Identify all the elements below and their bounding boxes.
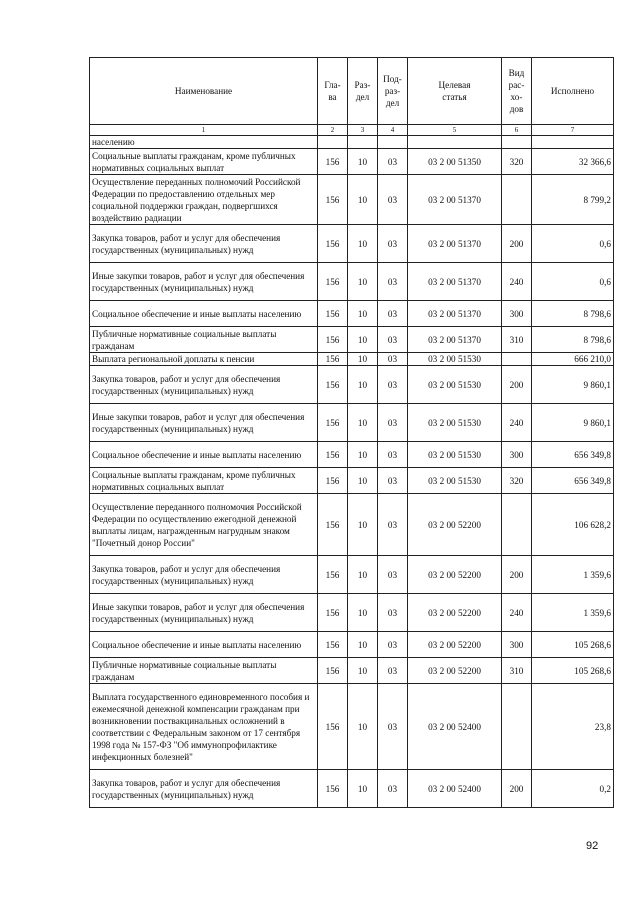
cell-vid: 310 [502,327,532,353]
cell-glava: 156 [318,404,348,442]
cell-amount: 0,6 [532,263,614,301]
cell-name: Социальные выплаты гражданам, кроме публичных нормативных социальных выплат [90,468,318,494]
cell-podrazdel: 03 [378,225,408,263]
cell-name: Социальное обеспечение и иные выплаты населению [90,301,318,327]
table-row [90,770,614,808]
cell-name: Публичные нормативные социальные выплаты гражданам [90,658,318,684]
cell-amount: 105 268,6 [532,658,614,684]
cell-statya: 03 2 00 51370 [408,225,502,263]
cell-glava: 156 [318,149,348,175]
cell-vid: 300 [502,301,532,327]
budget-table [89,57,614,808]
cell-podrazdel: 03 [378,770,408,808]
cell-amount: 23,8 [532,684,614,770]
cell-vid [502,494,532,556]
column-number-row [90,125,614,136]
cell-glava: 156 [318,494,348,556]
column-number: 3 [348,125,378,136]
cell-statya: 03 2 00 51370 [408,175,502,225]
table-row [90,442,614,468]
cell-glava: 156 [318,301,348,327]
cell-vid: 300 [502,632,532,658]
header-statya: Целевая статья [408,58,502,125]
cell-glava [318,136,348,149]
cell-razdel [348,136,378,149]
cell-razdel: 10 [348,225,378,263]
cell-statya: 03 2 00 52400 [408,770,502,808]
cell-razdel: 10 [348,263,378,301]
cell-amount: 8 799,2 [532,175,614,225]
cell-amount: 1 359,6 [532,556,614,594]
page-number: 92 [586,840,599,852]
cell-podrazdel: 03 [378,149,408,175]
cell-vid: 200 [502,556,532,594]
cell-glava: 156 [318,225,348,263]
table-row [90,301,614,327]
table-row [90,327,614,353]
column-number: 4 [378,125,408,136]
cell-podrazdel: 03 [378,353,408,366]
table-row [90,684,614,770]
cell-amount: 1 359,6 [532,594,614,632]
cell-vid [502,684,532,770]
cell-statya: 03 2 00 51530 [408,404,502,442]
cell-statya: 03 2 00 52200 [408,594,502,632]
cell-glava: 156 [318,684,348,770]
cell-name: Закупка товаров, работ и услуг для обеспечения государственных (муниципальных) нужд [90,366,318,404]
header-row [90,58,614,125]
cell-podrazdel: 03 [378,494,408,556]
table-row [90,468,614,494]
cell-statya: 03 2 00 51370 [408,263,502,301]
cell-glava: 156 [318,468,348,494]
cell-glava: 156 [318,658,348,684]
table-row [90,494,614,556]
cell-podrazdel: 03 [378,556,408,594]
cell-podrazdel: 03 [378,263,408,301]
cell-amount: 32 366,6 [532,149,614,175]
cell-amount: 666 210,0 [532,353,614,366]
table-row [90,175,614,225]
cell-razdel: 10 [348,556,378,594]
cell-razdel: 10 [348,468,378,494]
cell-statya: 03 2 00 51530 [408,442,502,468]
cell-amount: 9 860,1 [532,366,614,404]
cell-podrazdel: 03 [378,684,408,770]
table-body [90,136,614,808]
table-row [90,353,614,366]
cell-name: Иные закупки товаров, работ и услуг для обеспечения государственных (муниципальных) нужд [90,404,318,442]
cell-name: Осуществление переданных полномочий Российской Федерации по предоставлению отдельных мер социальной поддержки граждан, подвергшихся воздействию радиации [90,175,318,225]
cell-glava: 156 [318,263,348,301]
cell-name: Закупка товаров, работ и услуг для обеспечения государственных (муниципальных) нужд [90,556,318,594]
cell-vid: 200 [502,225,532,263]
cell-razdel: 10 [348,494,378,556]
table-row [90,366,614,404]
cell-podrazdel: 03 [378,404,408,442]
header-name: Наименование [90,58,318,125]
cell-vid: 240 [502,263,532,301]
cell-razdel: 10 [348,632,378,658]
cell-podrazdel: 03 [378,175,408,225]
cell-statya: 03 2 00 52400 [408,684,502,770]
column-number: 6 [502,125,532,136]
cell-glava: 156 [318,770,348,808]
cell-glava: 156 [318,632,348,658]
cell-glava: 156 [318,442,348,468]
header-podrazdel: Под- раз- дел [378,58,408,125]
cell-razdel: 10 [348,442,378,468]
cell-razdel: 10 [348,175,378,225]
cell-statya: 03 2 00 52200 [408,556,502,594]
cell-name: Закупка товаров, работ и услуг для обеспечения государственных (муниципальных) нужд [90,770,318,808]
table-row [90,225,614,263]
cell-statya: 03 2 00 52200 [408,632,502,658]
cell-podrazdel: 03 [378,442,408,468]
cell-vid [502,353,532,366]
cell-statya: 03 2 00 51530 [408,468,502,494]
cell-vid: 300 [502,442,532,468]
cell-glava: 156 [318,327,348,353]
cell-name: Осуществление переданного полномочия Российской Федерации по осуществлению ежегодной денежной выплаты лицам, награжденным нагрудным знаком "Почетный донор России" [90,494,318,556]
cell-vid: 200 [502,770,532,808]
cell-glava: 156 [318,366,348,404]
cell-podrazdel: 03 [378,468,408,494]
cell-amount: 106 628,2 [532,494,614,556]
cell-glava: 156 [318,175,348,225]
cell-razdel: 10 [348,770,378,808]
cell-amount: 9 860,1 [532,404,614,442]
cell-razdel: 10 [348,684,378,770]
cell-podrazdel: 03 [378,327,408,353]
header-razdel: Раз- дел [348,58,378,125]
table-row [90,136,614,149]
cell-amount: 0,2 [532,770,614,808]
cell-glava: 156 [318,556,348,594]
table-row [90,658,614,684]
cell-amount: 0,6 [532,225,614,263]
cell-vid: 200 [502,366,532,404]
cell-razdel: 10 [348,353,378,366]
cell-vid [502,136,532,149]
cell-name: Социальное обеспечение и иные выплаты населению [90,632,318,658]
table-row [90,263,614,301]
cell-razdel: 10 [348,594,378,632]
cell-name: Выплата региональной доплаты к пенсии [90,353,318,366]
cell-vid: 240 [502,594,532,632]
cell-name: Публичные нормативные социальные выплаты гражданам [90,327,318,353]
cell-amount [532,136,614,149]
cell-podrazdel: 03 [378,366,408,404]
cell-name: Закупка товаров, работ и услуг для обеспечения государственных (муниципальных) нужд [90,225,318,263]
cell-statya: 03 2 00 52200 [408,494,502,556]
cell-vid: 310 [502,658,532,684]
cell-razdel: 10 [348,327,378,353]
cell-glava: 156 [318,594,348,632]
cell-statya: 03 2 00 51350 [408,149,502,175]
cell-vid: 320 [502,468,532,494]
cell-vid: 240 [502,404,532,442]
cell-name: Социальные выплаты гражданам, кроме публичных нормативных социальных выплат [90,149,318,175]
cell-name: населению [90,136,318,149]
column-number: 7 [532,125,614,136]
cell-razdel: 10 [348,366,378,404]
column-number: 1 [90,125,318,136]
cell-statya: 03 2 00 51370 [408,301,502,327]
table-row [90,594,614,632]
cell-name: Выплата государственного единовременного пособия и ежемесячной денежной компенсации гражданам при возникновении поствакцинальных осложнений в соответствии с Федеральным законом от 17 сентября 1998 года № 157-ФЗ "Об иммунопрофилактике инфекционных болезней" [90,684,318,770]
cell-razdel: 10 [348,301,378,327]
cell-vid: 320 [502,149,532,175]
table-row [90,404,614,442]
cell-razdel: 10 [348,149,378,175]
cell-amount: 656 349,8 [532,442,614,468]
cell-amount: 8 798,6 [532,301,614,327]
cell-statya: 03 2 00 52200 [408,658,502,684]
header-amount: Исполнено [532,58,614,125]
cell-podrazdel: 03 [378,632,408,658]
table-row [90,149,614,175]
cell-vid [502,175,532,225]
cell-podrazdel: 03 [378,658,408,684]
cell-glava: 156 [318,353,348,366]
table-row [90,632,614,658]
cell-amount: 105 268,6 [532,632,614,658]
cell-statya: 03 2 00 51370 [408,327,502,353]
cell-amount: 8 798,6 [532,327,614,353]
header-vid: Вид рас- хо- дов [502,58,532,125]
cell-razdel: 10 [348,658,378,684]
cell-podrazdel: 03 [378,594,408,632]
cell-name: Иные закупки товаров, работ и услуг для обеспечения государственных (муниципальных) нужд [90,594,318,632]
cell-podrazdel: 03 [378,301,408,327]
cell-statya [408,136,502,149]
table-row [90,556,614,594]
cell-name: Социальное обеспечение и иные выплаты населению [90,442,318,468]
cell-statya: 03 2 00 51530 [408,366,502,404]
cell-amount: 656 349,8 [532,468,614,494]
cell-podrazdel [378,136,408,149]
cell-statya: 03 2 00 51530 [408,353,502,366]
header-glava: Гла- ва [318,58,348,125]
cell-razdel: 10 [348,404,378,442]
column-number: 5 [408,125,502,136]
cell-name: Иные закупки товаров, работ и услуг для обеспечения государственных (муниципальных) нужд [90,263,318,301]
column-number: 2 [318,125,348,136]
